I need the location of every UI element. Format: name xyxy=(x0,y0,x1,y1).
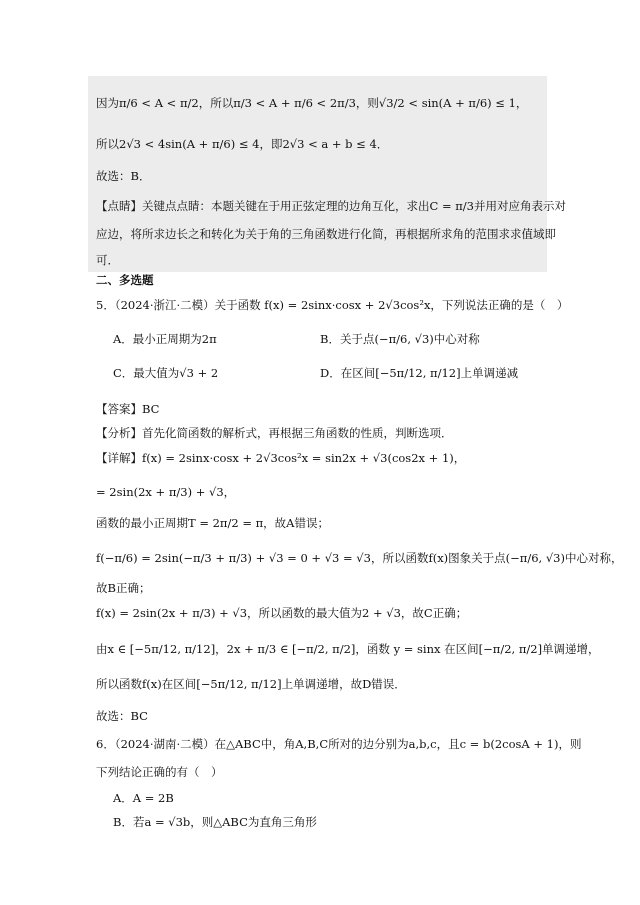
detail-line: 函数的最小正周期T = 2π/2 = π，故A错误； xyxy=(96,516,329,530)
detail-line: = 2sin(2x + π/3) + √3， xyxy=(96,485,236,499)
solution-line: 因为π/6 < A < π/2，所以π/3 < A + π/6 < 2π/3，则√3/2 < sin(A + π/6) ≤ 1， xyxy=(96,96,528,110)
detail-line: 故B正确； xyxy=(96,581,151,595)
section-title: 二、多选题 xyxy=(96,273,154,287)
detail-line: f(x) = 2sin(2x + π/3) + √3，所以函数的最大值为2 + √3，故C正确； xyxy=(96,606,468,620)
key-point-line: 【点睛】关键点点睛：本题关键在于用正弦定理的边角互化，求出C = π/3并用对应角表示对 xyxy=(96,199,566,213)
option-a: A．A = 2B xyxy=(113,791,174,805)
solution-line: 所以2√3 < 4sin(A + π/6) ≤ 4，即2√3 < a + b ≤ 4． xyxy=(96,137,389,151)
detail-line: 由x ∈ [−5π/12, π/12]，2x + π/3 ∈ [−π/2, π/2]，函数 y = sinx 在区间[−π/2, π/2]单调递增， xyxy=(96,642,600,656)
option-b: B．若a = √3b，则△ABC为直角三角形 xyxy=(113,815,317,829)
option-d: D．在区间[−5π/12, π/12]上单调递减 xyxy=(320,366,519,380)
answer-line: 【答案】BC xyxy=(96,402,160,416)
analysis-line: 【分析】首先化简函数的解析式，再根据三角函数的性质，判断选项． xyxy=(96,426,453,440)
question-stem: 5．（2024·浙江·二模）关于函数 f(x) = 2sinx·cosx + 2√3cos²x，下列说法正确的是（ ） xyxy=(96,298,569,312)
detail-line: 【详解】f(x) = 2sinx·cosx + 2√3cos²x = sin2x + √3(cos2x + 1)， xyxy=(96,451,466,465)
question-stem: 6．（2024·湖南·二模）在△ABC中，角A,B,C所对的边分别为a,b,c，且c = b(2cosA + 1)，则 xyxy=(96,737,582,751)
solution-line: 故选：B． xyxy=(96,169,151,183)
option-b: B．关于点(−π/6, √3)中心对称 xyxy=(320,332,480,346)
key-point-line: 可． xyxy=(96,253,119,267)
detail-line: 所以函数f(x)在区间[−5π/12, π/12]上单调递增，故D错误． xyxy=(96,677,406,691)
option-a: A．最小正周期为2π xyxy=(113,332,217,346)
option-c: C．最大值为√3 + 2 xyxy=(113,366,219,380)
key-point-line: 应边，将所求边长之和转化为关于角的三角函数进行化简，再根据所求角的范围求求值域即 xyxy=(96,227,556,241)
final-answer: 故选：BC xyxy=(96,709,148,723)
question-stem: 下列结论正确的有（ ） xyxy=(96,765,223,779)
detail-line: f(−π/6) = 2sin(−π/3 + π/3) + √3 = 0 + √3 = √3，所以函数f(x)图象关于点(−π/6, √3)中心对称， xyxy=(96,551,623,565)
